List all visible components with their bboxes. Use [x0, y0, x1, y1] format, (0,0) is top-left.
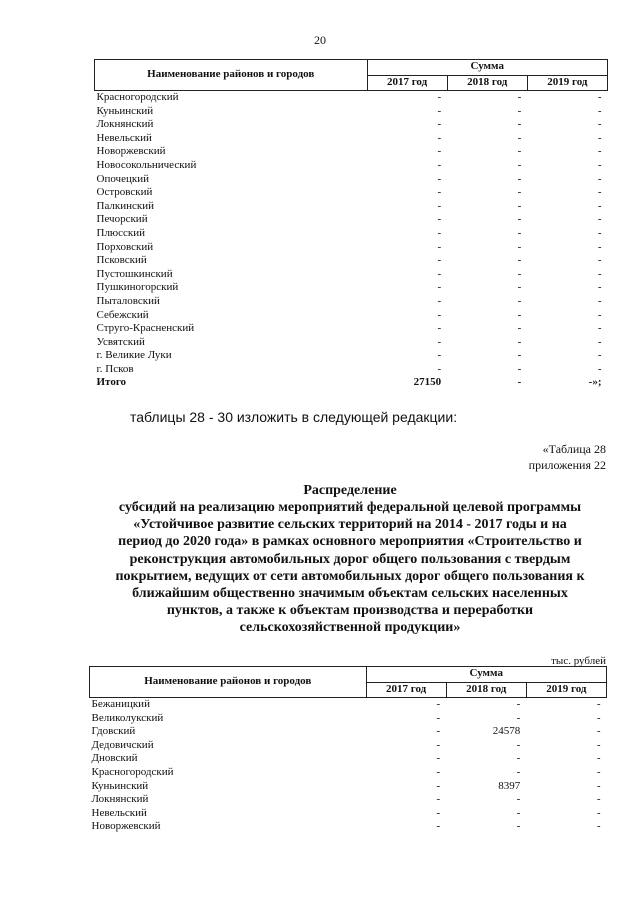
value-2018: - — [516, 765, 521, 778]
value-2018: - — [517, 226, 522, 239]
value-2019: - — [597, 267, 602, 280]
district-name: Новоржевский — [91, 820, 161, 833]
district-name: Пыталовский — [96, 294, 160, 307]
value-2019: - — [597, 335, 602, 348]
heading-line: период до 2020 года» в рамках основного мероприятия «Строительство и — [118, 534, 582, 550]
table-row — [90, 807, 607, 821]
district-name: Локнянский — [91, 793, 149, 806]
table-row — [95, 309, 608, 323]
value-2019: - — [597, 91, 602, 103]
district-name: Островский — [96, 186, 153, 199]
district-name: Дедовичский — [91, 738, 154, 751]
value-2017: - — [437, 267, 442, 280]
header-year-2018: 2018 год — [447, 75, 527, 91]
value-2018: - — [516, 711, 521, 724]
value-2019: - — [597, 172, 602, 185]
value-2018: - — [517, 349, 522, 362]
table-row — [95, 118, 608, 132]
value-2017: - — [436, 698, 441, 710]
table-row — [95, 91, 608, 105]
value-2019: - — [597, 213, 602, 226]
value-2018: - — [517, 186, 522, 199]
district-name: Красногородский — [91, 765, 174, 778]
header-sum: Сумма — [367, 60, 608, 76]
value-2017: - — [437, 104, 442, 117]
table-row — [90, 793, 607, 807]
district-name: Гдовский — [91, 725, 136, 738]
heading-line: субсидий на реализацию мероприятий федеральной целевой программы — [118, 500, 582, 515]
table-row — [95, 336, 608, 350]
value-2017: - — [436, 711, 441, 724]
table-row — [90, 780, 607, 794]
table-row — [90, 820, 607, 834]
district-name: Струго-Красненский — [96, 322, 195, 335]
value-2017: - — [437, 158, 442, 171]
table-row — [95, 132, 608, 146]
table-row — [95, 200, 608, 214]
value-2018: - — [517, 267, 522, 280]
value-2018: - — [517, 131, 522, 144]
table-row — [95, 254, 608, 268]
district-name: Пустошкинский — [96, 267, 173, 280]
table-row — [95, 281, 608, 295]
value-2018: - — [516, 752, 521, 765]
value-2019: - — [597, 131, 602, 144]
value-2017: - — [436, 725, 441, 738]
header-year-2019: 2019 год — [527, 75, 607, 91]
value-2017: - — [437, 186, 442, 199]
table-row — [90, 712, 607, 726]
table-2 — [89, 666, 607, 834]
value-2017: - — [436, 793, 441, 806]
district-name: Плюсский — [96, 226, 146, 239]
heading-line: покрытием, ведущих от сети автомобильных дорог общего пользования к — [115, 568, 585, 584]
table-row — [95, 295, 608, 309]
value-2019: - — [597, 349, 602, 362]
value-2017: - — [437, 308, 442, 321]
value-2019: - — [596, 738, 601, 751]
header-name: Наименование районов и городов — [90, 667, 367, 698]
district-name: Себежский — [96, 308, 149, 321]
total-value-2019: -»; — [588, 376, 602, 389]
value-2017: - — [437, 294, 442, 307]
value-2018: - — [516, 820, 521, 833]
table-row — [90, 698, 607, 712]
value-2019: - — [596, 711, 601, 724]
table-row — [95, 349, 608, 363]
value-2017: - — [437, 118, 442, 131]
district-name: Палкинский — [96, 199, 155, 212]
value-2017: - — [436, 779, 441, 792]
value-2018: - — [517, 118, 522, 131]
table-row — [95, 322, 608, 336]
value-2018: - — [517, 281, 522, 294]
value-2018: - — [516, 738, 521, 751]
district-name: Локнянский — [96, 118, 154, 131]
district-name: Усвятский — [96, 335, 145, 348]
value-2019: - — [597, 240, 602, 253]
table-row — [90, 752, 607, 766]
table-row — [95, 268, 608, 282]
table-row — [95, 105, 608, 119]
district-name: Печорский — [96, 213, 148, 226]
value-2019: - — [596, 779, 601, 792]
value-2017: - — [437, 254, 442, 267]
value-2019: - — [597, 281, 602, 294]
value-2017: - — [436, 738, 441, 751]
value-2017: - — [436, 765, 441, 778]
table-2-body — [90, 698, 607, 834]
value-2017: - — [436, 806, 441, 819]
district-name: Новоржевский — [96, 145, 166, 158]
heading-title: Распределение — [303, 483, 397, 498]
table-row — [95, 227, 608, 241]
value-2018: - — [517, 91, 522, 103]
value-2017: - — [437, 281, 442, 294]
district-name: Бежаницкий — [91, 698, 150, 710]
value-2019: - — [596, 806, 601, 819]
value-2017: - — [437, 349, 442, 362]
value-2017: - — [437, 322, 442, 335]
value-2019: - — [596, 765, 601, 778]
total-row — [95, 376, 608, 390]
value-2018: - — [517, 254, 522, 267]
value-2018: - — [517, 199, 522, 212]
value-2018: - — [517, 145, 522, 158]
value-2017: - — [437, 172, 442, 185]
district-name: Порховский — [96, 240, 154, 253]
value-2018: - — [517, 294, 522, 307]
value-2017: - — [437, 362, 442, 375]
value-2019: - — [597, 226, 602, 239]
table-row — [95, 159, 608, 173]
district-name: Куньинский — [91, 779, 149, 792]
header-year-2017: 2017 год — [367, 75, 447, 91]
value-2019: - — [596, 698, 601, 710]
district-name: Великолукский — [91, 711, 164, 724]
table-row — [90, 739, 607, 753]
district-name: г. Псков — [96, 362, 134, 375]
value-2018: - — [517, 158, 522, 171]
value-2019: - — [597, 118, 602, 131]
value-2018: - — [516, 793, 521, 806]
units-label: тыс. рублей — [551, 655, 606, 667]
heading-line: сельскохозяйственной продукции» — [239, 620, 461, 636]
table-row — [95, 241, 608, 255]
table-1 — [94, 59, 608, 390]
value-2019: - — [597, 186, 602, 199]
value-2018: - — [516, 806, 521, 819]
total-label: Итого — [96, 376, 127, 389]
table-1-body — [95, 91, 608, 391]
value-2018: - — [517, 240, 522, 253]
district-name: Невельский — [91, 806, 147, 819]
edit-instruction: таблицы 28 - 30 изложить в следующей редакции: — [130, 409, 458, 425]
heading-line: реконструкция автомобильных дорог общего пользования с твердым — [129, 551, 571, 567]
heading-line: «Устойчивое развитие сельских территорий на 2014 - 2017 годы и на — [133, 517, 567, 533]
value-2018: - — [517, 104, 522, 117]
district-name: г. Великие Луки — [96, 349, 172, 362]
value-2017: - — [437, 145, 442, 158]
value-2019: - — [597, 104, 602, 117]
page-number: 20 — [314, 33, 326, 47]
table-ref-line-2: приложения 22 — [528, 458, 606, 472]
header-name: Наименование районов и городов — [95, 60, 368, 91]
heading-line: пунктов, а также к объектам производства и переработки — [166, 603, 534, 619]
value-2017: - — [437, 335, 442, 348]
value-2019: - — [596, 793, 601, 806]
header-year-2017: 2017 год — [366, 682, 446, 698]
table-row — [95, 173, 608, 187]
value-2017: - — [437, 91, 442, 103]
heading-body — [90, 499, 610, 637]
district-name: Опочецкий — [96, 172, 149, 185]
heading-line: ближайшим общественно значимым объектам сельских населенных — [132, 586, 568, 602]
value-2018: - — [517, 213, 522, 226]
value-2019: - — [597, 294, 602, 307]
value-2018: - — [517, 172, 522, 185]
value-2017: - — [436, 752, 441, 765]
value-2019: - — [597, 322, 602, 335]
header-sum: Сумма — [366, 667, 606, 683]
value-2019: - — [596, 752, 601, 765]
value-2019: - — [596, 725, 601, 738]
value-2018: - — [517, 308, 522, 321]
value-2017: - — [436, 820, 441, 833]
table-row — [90, 725, 607, 739]
value-2018: 8397 — [498, 779, 521, 792]
district-name: Красногородский — [96, 91, 179, 103]
district-name: Невельский — [96, 131, 152, 144]
value-2019: - — [597, 254, 602, 267]
table-row — [95, 186, 608, 200]
header-year-2019: 2019 год — [526, 682, 606, 698]
value-2017: - — [437, 131, 442, 144]
value-2017: - — [437, 199, 442, 212]
value-2018: - — [517, 322, 522, 335]
value-2019: - — [597, 145, 602, 158]
total-value-2017: 27150 — [413, 376, 442, 389]
value-2018: - — [516, 698, 521, 710]
value-2019: - — [597, 362, 602, 375]
value-2017: - — [437, 226, 442, 239]
value-2017: - — [437, 240, 442, 253]
district-name: Новосокольнический — [96, 158, 197, 171]
district-name: Куньинский — [96, 104, 154, 117]
table-ref-line-1: «Таблица 28 — [542, 442, 606, 456]
value-2019: - — [597, 158, 602, 171]
table-row — [95, 363, 608, 377]
district-name: Дновский — [91, 752, 138, 765]
value-2018: - — [517, 335, 522, 348]
table-row — [95, 145, 608, 159]
total-value-2018: - — [517, 376, 522, 389]
header-year-2018: 2018 год — [446, 682, 526, 698]
district-name: Пушкиногорский — [96, 281, 179, 294]
district-name: Псковский — [96, 254, 147, 267]
table-row — [90, 766, 607, 780]
value-2018: 24578 — [492, 725, 521, 738]
value-2019: - — [596, 820, 601, 833]
value-2019: - — [597, 199, 602, 212]
table-row — [95, 213, 608, 227]
value-2017: - — [437, 213, 442, 226]
value-2018: - — [517, 362, 522, 375]
value-2019: - — [597, 308, 602, 321]
